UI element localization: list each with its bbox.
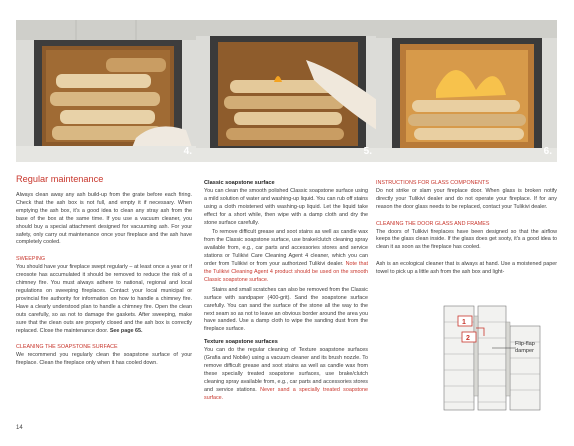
sweeping-text: You should have your fireplace swept regularly – at least once a year or if creosote has accumulated it should be removed to reduce the risk of a chimney fire. You must always adhere to national, regional and local regulations on sweeping fireplaces. Contact your local municipal or provincial fire authority for information on how to handle a chimney fire. Have a clearly understood plan to handle a chimney fire. Open the clean outs carefully, so as not to damage the gaskets. After sweeping, make sure that the clean outs are properly closed and the ash box is correctly replaced. Close the maintenance door. (16, 264, 192, 334)
photo-number: 5. (363, 146, 372, 157)
ash-paragraph: Ash is an ecological cleaner that is always at hand. Use a moistened paper towel to pick up a little ash from the ash box and light- (376, 261, 557, 276)
sweeping-heading: SWEEPING (16, 256, 46, 263)
photo-number: 6. (543, 146, 552, 157)
fireplace-burning-illustration (376, 20, 557, 162)
flip-flap-damper-label: Flip-flap damper (515, 341, 535, 354)
classic-heading: Classic soapstone surface (204, 180, 275, 186)
photo-fire-burning (376, 20, 557, 162)
texture-text: You can do the regular cleaning of Texture soapstone surfaces (Grafia and Nobile) using a vacuum cleaner and its brush nozzle. To remove difficult grease and soot stains as well as candle wax from these specially treated soapstone surfaces, use brake/clutch cleaning spray available from, e.g., car parts and accessories stores and service stations. (204, 347, 368, 393)
classic-paragraph-3: Stains and small scratches can also be removed from the Classic surface with sandpaper (400-grit). Sand the soapstone surface carefully. You can sand the surface of the stone all the way to the next seam so as not to leave an obvious border around the area you have sanded. Use a damp cloth to wipe the sanding dust from the fireplace surface. (204, 286, 368, 333)
section-title: Regular maintenance (16, 174, 104, 184)
column-glass-components (376, 180, 557, 279)
classic-note: Note that the Tulikivi Cleaning Agent 4 product should be used on the smooth Classic soapstone surface. (204, 261, 368, 283)
sweeping-page-reference: See page 65. (109, 327, 143, 334)
fireplace-cross-section-diagram (436, 302, 556, 414)
marker-1: 1 (462, 319, 466, 326)
instructions-heading: INSTRUCTIONS FOR GLASS COMPONENTS (376, 180, 489, 186)
classic-paragraph-2 (204, 229, 368, 284)
door-glass-paragraph: The doors of Tulikivi fireplaces have been designed so that the airflow keeps the glass clean inside. If the glass does get sooty, it's a good idea to clean it as soon as the fireplace has cooled. (376, 228, 557, 251)
photo-ash-removal (16, 20, 197, 162)
page-number: 14 (16, 425, 23, 431)
intro-paragraph: Always clean away any ash build-up from the grate before each firing. Check that the ash box is not full, and empty it if necessary. When emptying the ash box, it's a good idea to clean any stray ash from the base of the box at the same time. If you use a vacuum cleaner, you should buy a special attachment designed for vacuuming ash. For your safety, only carry out maintenance once your fireplace and the ash have completely cooled. (16, 192, 192, 246)
column-soapstone-surfaces (204, 180, 368, 404)
classic-text-2: To remove difficult grease and soot stains as well as candle wax from the Classic soapstone surface, use brake/clutch cleaning spray available from, e.g., car parts and accessories stores and service stations or Tulikivi Care Cleaning Agent 4 cleaner, which you can order from Tulikivi or from your authorized Tulikivi dealer. (204, 229, 368, 268)
texture-heading: Texture soapstone surfaces (204, 339, 278, 346)
fireplace-wood-stacking-illustration (16, 20, 197, 162)
texture-paragraph (204, 347, 368, 402)
instructions-paragraph: Do not strike or slam your fireplace door. When glass is broken notify directly your Tulikivi dealer and do not operate your fireplace. If for any reason the door glass needs to be replaced, contact your Tulikivi dealer. (376, 187, 557, 210)
texture-warning: Never sand a specially treated soapstone surface. (204, 386, 369, 401)
column-regular-maintenance (16, 172, 192, 370)
cleaning-heading: CLEANING THE SOAPSTONE SURFACE (16, 344, 118, 351)
cleaning-paragraph: We recommend you regularly clean the soapstone surface of your fireplace. Clean the fireplace only when it has cooled down. (16, 352, 192, 367)
sweeping-paragraph (16, 264, 192, 335)
photo-lighting-fire (196, 20, 377, 162)
photo-number: 4. (183, 146, 192, 157)
fireplace-lighting-illustration (196, 20, 377, 162)
door-glass-heading: CLEANING THE DOOR GLASS AND FRAMES (376, 220, 490, 227)
marker-2: 2 (466, 335, 470, 342)
classic-paragraph-1: You can clean the smooth polished Classic soapstone surface using a mild solution of water and washing-up liquid. You can rub off stains using a cloth moistened with washing-up liquid. Let the liquid take effect for a short while, then wipe with a damp cloth and dry the stone surface carefully. (204, 187, 368, 226)
